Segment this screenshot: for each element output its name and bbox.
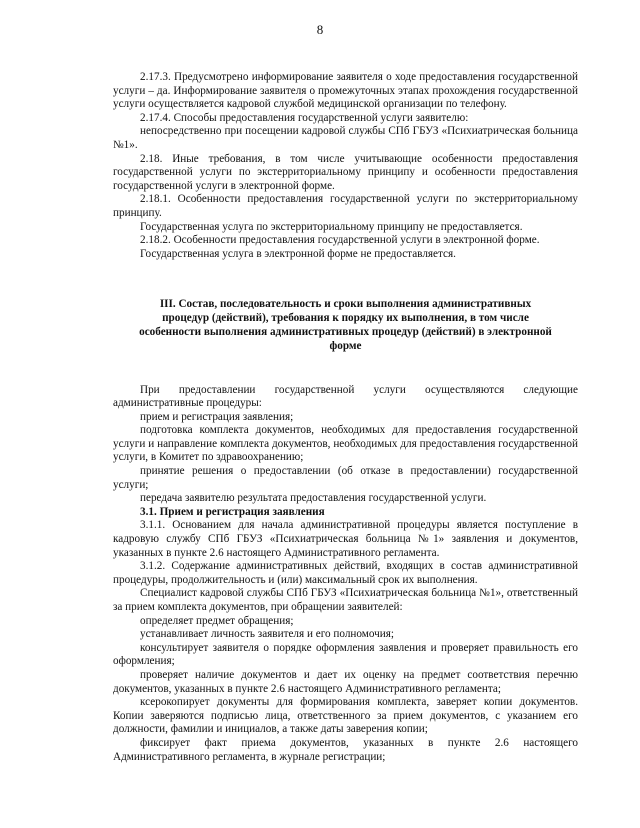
paragraph: Государственная услуга по экстерриториальному принципу не предоставляется.	[140, 220, 523, 233]
section-title: III. Состав, последовательность и сроки выполнения административных процедур (действий), требования к порядку их выполнения, в том числе особенности выполнения административных процедур (действий) в электронной форме	[139, 298, 552, 352]
list-item: прием и регистрация заявления;	[140, 410, 294, 423]
list-item: проверяет наличие документов и дает их оценку на предмет соответствия перечню документов, указанных в пункте 2.6 настоящего Административного регламента;	[113, 668, 578, 695]
paragraph: 2.17.4. Способы предоставления государственной услуги заявителю:	[140, 111, 469, 124]
list-item: подготовка комплекта документов, необходимых для предоставления государственной услуги и направление комплекта документов, необходимых для предоставления государственной услуги, в Комитет по здравоохранению;	[113, 424, 578, 464]
page-number: 8	[316, 22, 324, 37]
subsection-title: 3.1. Прием и регистрация заявления	[140, 505, 325, 518]
list-item: принятие решения о предоставлении (об отказе в предоставлении) государственной услуги;	[113, 465, 578, 491]
paragraph: 2.18.1. Особенности предоставления государственной услуги по экстерриториальному принципу.	[113, 193, 578, 219]
document-body	[113, 71, 578, 764]
paragraph: Специалист кадровой службы СПб ГБУЗ «Психиатрическая больница №1», ответственный за прием комплекта документов, при обращении заявителей:	[113, 587, 578, 613]
paragraph: непосредственно при посещении кадровой службы СПб ГБУЗ «Психиатрическая больница №1».	[113, 125, 578, 151]
list-item: определяет предмет обращения;	[140, 614, 294, 627]
paragraph: 2.17.3. Предусмотрено информирование заявителя о ходе предоставления государственной услуги – да. Информирование заявителя о промежуточных этапах прохождения государственной услуги осуществляется кадровой службой медицинской организации по телефону.	[113, 71, 578, 111]
list-item: ксерокопирует документы для формирования комплекта, заверяет копии документов. Копии заверяются подписью лица, ответственного за прием документов, с указанием его должности, фамилии и инициалов, а также даты заверения копии;	[113, 696, 578, 736]
paragraph: Государственная услуга в электронной форме не предоставляется.	[140, 247, 456, 260]
paragraph: 3.1.1. Основанием для начала административной процедуры является поступление в кадровую службу СПб ГБУЗ «Психиатрическая больница №1» заявления и документов, указанных в пункте 2.6 настоящего Административного регламента.	[113, 519, 578, 559]
list-item: устанавливает личность заявителя и его полномочия;	[140, 628, 395, 641]
list-item: передача заявителю результата предоставления государственной услуги.	[140, 492, 487, 505]
paragraph: 2.18. Иные требования, в том числе учитывающие особенности предоставления государственной услуги по экстерриториальному принципу и особенности предоставления государственной услуги в электронной форме.	[113, 152, 578, 192]
paragraph: При предоставлении государственной услуги осуществляются следующие административные процедуры:	[113, 383, 578, 410]
list-item: фиксирует факт приема документов, указанных в пункте 2.6 настоящего Административного регламента, в журнале регистрации;	[113, 736, 578, 763]
paragraph: 3.1.2. Содержание административных действий, входящих в состав административной процедуры, продолжительность и (или) максимальный срок их выполнения.	[113, 560, 578, 586]
list-item: консультирует заявителя о порядке оформления заявления и проверяет правильность его оформления;	[113, 641, 578, 668]
paragraph: 2.18.2. Особенности предоставления государственной услуги в электронной форме.	[140, 234, 540, 247]
